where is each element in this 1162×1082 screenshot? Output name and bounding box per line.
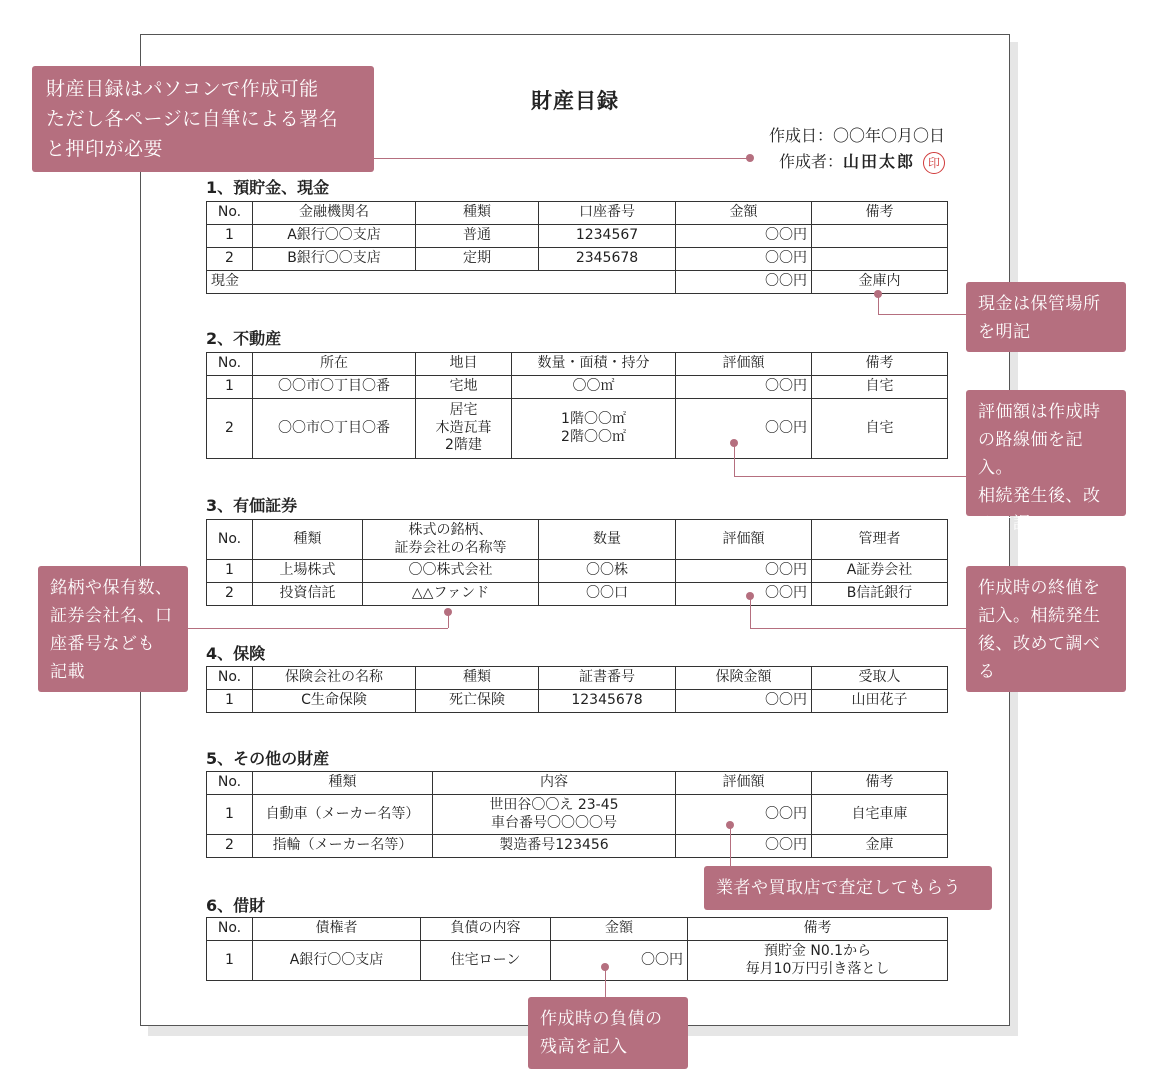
cell-line: 毎月10万円引き落とし: [745, 960, 890, 977]
callout-line: 後、改めて調べ: [978, 634, 1101, 654]
header-cell: 数量・面積・持分: [512, 353, 676, 376]
section-heading-real-estate: 2、不動産: [206, 329, 282, 348]
header-cell: 内容: [433, 772, 676, 795]
table-cell: 自宅: [812, 399, 948, 459]
section-heading-other: 5、その他の財産: [206, 749, 330, 768]
header-cell: 種類: [253, 772, 433, 795]
other-assets-table: [206, 771, 948, 858]
table-row: [207, 248, 948, 271]
table-cell: 〇〇円: [676, 795, 812, 835]
table-cell: 自宅: [812, 376, 948, 399]
cell-line: 1階〇〇㎡: [561, 411, 626, 427]
callout-line: の路線価を記入。: [978, 430, 1083, 478]
header-cell: 口座番号: [539, 202, 676, 225]
debts-table: [206, 917, 948, 981]
table-cell: 定期: [416, 248, 539, 271]
header-cell: 金額: [551, 918, 688, 941]
callout-line: 座番号なども: [50, 634, 155, 654]
connector-line: [186, 628, 448, 629]
table-cell: 2: [207, 835, 253, 858]
table-cell: 12345678: [539, 690, 676, 713]
section-heading-debts: 6、借財: [206, 896, 266, 915]
callout-line: 記入。相続発生: [978, 606, 1101, 626]
header-cell: 評価額: [676, 772, 812, 795]
header-cell: 金額: [676, 202, 812, 225]
connector-dot: [726, 821, 734, 829]
created-date: 作成日：〇〇年〇月〇日: [768, 126, 945, 145]
table-cell: 2: [207, 399, 253, 459]
header-cell: 管理者: [812, 520, 948, 560]
table-cell: 〇〇円: [551, 941, 688, 981]
table-cell: 1234567: [539, 225, 676, 248]
table-cell: C生命保険: [253, 690, 416, 713]
table-cell: 自宅車庫: [812, 795, 948, 835]
table-cell: 〇〇円: [676, 248, 812, 271]
table-cell: 2345678: [539, 248, 676, 271]
callout-line: めて調べる: [978, 514, 1066, 534]
connector-line: [878, 314, 966, 315]
header-cell: No.: [207, 202, 253, 225]
header-cell: 受取人: [812, 667, 948, 690]
callout-line: 記載: [50, 662, 85, 682]
cell-line: 居宅: [449, 402, 478, 419]
table-cell: 2: [207, 248, 253, 271]
callout-line: ただし各ページに自筆による署名: [46, 108, 339, 130]
table-cell: [812, 225, 948, 248]
connector-line: [734, 476, 966, 477]
table-cell: 〇〇円: [676, 560, 812, 583]
seal-stamp: 印: [923, 152, 945, 174]
header-cell: 地目: [416, 353, 512, 376]
callout-line: 現金は保管場所: [978, 294, 1101, 314]
table-cell: 〇〇市〇丁目〇番: [253, 399, 416, 459]
table-cell: 〇〇円: [676, 225, 812, 248]
header-cell: 数量: [539, 520, 676, 560]
cell-line: 車台番号〇〇〇〇号: [491, 814, 617, 831]
insurance-table: [206, 666, 948, 713]
author-label: 作成者：: [778, 152, 843, 171]
table-cell: 自動車（メーカー名等）: [253, 795, 433, 835]
table-row: [207, 795, 948, 835]
table-row: [207, 560, 948, 583]
table-cell: 1: [207, 795, 253, 835]
header-cell: 保険会社の名称: [253, 667, 416, 690]
table-cell: A証券会社: [812, 560, 948, 583]
table-row: [207, 690, 948, 713]
table-row: [207, 376, 948, 399]
table-cell: [416, 399, 512, 459]
callout-line: 作成時の負債の: [540, 1009, 663, 1029]
callout-closing-price: [966, 566, 1126, 692]
connector-dot: [874, 290, 882, 298]
table-cell: 投資信託: [253, 583, 363, 606]
section-heading-insurance: 4、保険: [206, 644, 266, 663]
header-cell: 備考: [688, 918, 948, 941]
document-title: 財産目録: [531, 89, 619, 113]
header-cell: No.: [207, 667, 253, 690]
cash-label: 現金: [207, 271, 676, 294]
table-cell: 〇〇円: [676, 690, 812, 713]
connector-line: [605, 967, 606, 997]
table-cell: 1: [207, 225, 253, 248]
table-cell: 1: [207, 560, 253, 583]
header-cell: 証書番号: [539, 667, 676, 690]
table-row: [207, 583, 948, 606]
callout-debt-balance: [528, 997, 688, 1069]
table-cell: 2: [207, 583, 253, 606]
callout-line: 証券会社名、口: [50, 606, 173, 626]
table-cell: B銀行〇〇支店: [253, 248, 416, 271]
header-cell: No.: [207, 353, 253, 376]
table-cell: 指輪（メーカー名等）: [253, 835, 433, 858]
header-cell: No.: [207, 520, 253, 560]
table-cell: [688, 941, 948, 981]
table-cell: 〇〇円: [676, 376, 812, 399]
header-cell: 金融機関名: [253, 202, 416, 225]
table-header-row: [207, 353, 948, 376]
author-line: [779, 149, 945, 174]
cell-line: 2階建: [445, 437, 482, 454]
header-cell: 備考: [812, 202, 948, 225]
table-cell: [512, 399, 676, 459]
header-cell: 備考: [812, 772, 948, 795]
connector-dot: [730, 439, 738, 447]
connector-dot: [444, 608, 452, 616]
callout-line: と押印が必要: [46, 138, 164, 160]
table-cell: B信託銀行: [812, 583, 948, 606]
header-cell: 種類: [253, 520, 363, 560]
callout-valuation: [966, 390, 1126, 534]
table-cell: 〇〇株式会社: [363, 560, 539, 583]
callout-line: 銘柄や保有数、: [50, 578, 173, 598]
table-cell: 山田花子: [812, 690, 948, 713]
table-row: [207, 941, 948, 981]
callout-line: 業者や買取店で査定してもらう: [716, 878, 961, 898]
header-cell: 評価額: [676, 520, 812, 560]
table-cell: 〇〇口: [539, 583, 676, 606]
table-cell: 上場株式: [253, 560, 363, 583]
cell-line: 世田谷〇〇え 23-45: [489, 797, 619, 813]
author-name: 山田太郎: [842, 152, 915, 171]
table-cell: 〇〇株: [539, 560, 676, 583]
cell-line: 木造瓦葺: [435, 419, 492, 436]
table-cell: 〇〇円: [676, 835, 812, 858]
header-cell: No.: [207, 918, 253, 941]
callout-line: 作成時の終値を: [978, 578, 1101, 598]
callout-stock-details: [38, 566, 188, 692]
table-cell: 死亡保険: [416, 690, 539, 713]
table-cell: A銀行〇〇支店: [253, 225, 416, 248]
callout-line: を明記: [978, 322, 1031, 342]
table-header-row: [207, 667, 948, 690]
table-cell: 〇〇市〇丁目〇番: [253, 376, 416, 399]
table-header-row: [207, 202, 948, 225]
table-cell: △△ファンド: [363, 583, 539, 606]
header-cell: 評価額: [676, 353, 812, 376]
callout-pc-creation: [32, 66, 374, 172]
cash-row: [207, 271, 948, 294]
table-cell: 〇〇円: [676, 583, 812, 606]
connector-dot: [746, 592, 754, 600]
header-cell: 債権者: [253, 918, 421, 941]
callout-line: 残高を記入: [540, 1037, 628, 1057]
savings-table: [206, 201, 948, 294]
table-cell: 住宅ローン: [421, 941, 551, 981]
connector-line: [730, 825, 731, 867]
header-cell: 負債の内容: [421, 918, 551, 941]
table-row: [207, 835, 948, 858]
connector-line: [372, 158, 750, 159]
table-header-row: [207, 918, 948, 941]
section-heading-savings: 1、預貯金、現金: [206, 178, 330, 197]
table-cell: 1: [207, 941, 253, 981]
cash-note: 金庫内: [812, 271, 948, 294]
real-estate-table: [206, 352, 948, 459]
callout-line: る: [978, 662, 996, 682]
securities-table: [206, 519, 948, 606]
table-row: [207, 399, 948, 459]
table-cell: 製造番号123456: [433, 835, 676, 858]
connector-line: [734, 443, 735, 476]
header-cell: 保険金額: [676, 667, 812, 690]
table-cell: 〇〇㎡: [512, 376, 676, 399]
table-cell: [812, 248, 948, 271]
header-cell: 備考: [812, 353, 948, 376]
connector-line: [750, 596, 751, 628]
table-row: [207, 225, 948, 248]
table-cell: A銀行〇〇支店: [253, 941, 421, 981]
table-cell: 宅地: [416, 376, 512, 399]
callout-line: 評価額は作成時: [978, 402, 1101, 422]
cash-amount: 〇〇円: [676, 271, 812, 294]
callout-appraisal: [704, 866, 992, 910]
connector-line: [750, 628, 966, 629]
table-header-row: [207, 772, 948, 795]
table-cell: 普通: [416, 225, 539, 248]
header-cell: 所在: [253, 353, 416, 376]
table-header-row: [207, 520, 948, 560]
connector-dot: [601, 963, 609, 971]
callout-line: 相続発生後、改: [978, 486, 1101, 506]
cell-line: 2階〇〇㎡: [561, 428, 626, 445]
table-cell: 1: [207, 690, 253, 713]
cell-line: 預貯金 N0.1から: [763, 943, 872, 959]
table-cell: 〇〇円: [676, 399, 812, 459]
table-cell: 1: [207, 376, 253, 399]
header-cell: 株式の銘柄、 証券会社の名称等: [363, 520, 539, 560]
callout-cash-location: [966, 282, 1126, 352]
header-cell: 種類: [416, 202, 539, 225]
callout-line: 財産目録はパソコンで作成可能: [46, 78, 319, 100]
section-heading-securities: 3、有価証券: [206, 496, 298, 515]
table-cell: [433, 795, 676, 835]
header-cell: 種類: [416, 667, 539, 690]
header-cell: No.: [207, 772, 253, 795]
table-cell: 金庫: [812, 835, 948, 858]
connector-dot: [746, 154, 754, 162]
